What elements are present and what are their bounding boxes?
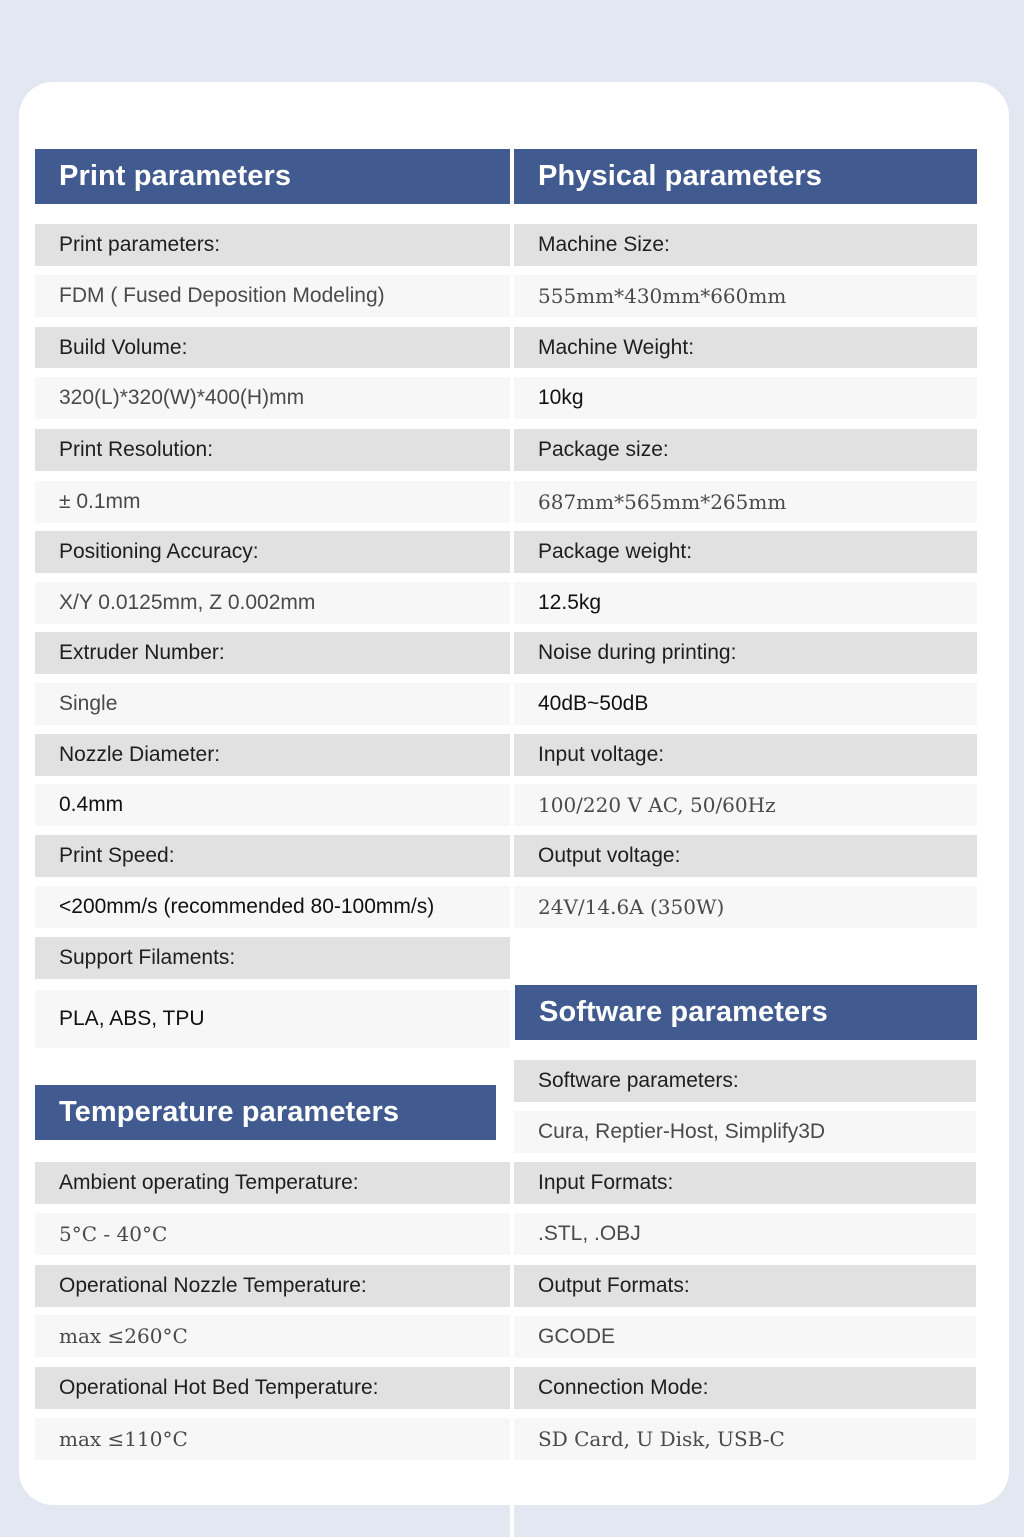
spec-value: X/Y 0.0125mm, Z 0.002mm: [59, 591, 316, 614]
spec-value: max ≤260°C: [59, 1324, 188, 1348]
spec-value-row: [514, 1111, 976, 1153]
spec-label-row: [514, 1060, 976, 1102]
spec-value: Single: [59, 692, 118, 715]
spec-label: Nozzle Diameter:: [59, 743, 221, 766]
spec-value-row: [514, 683, 977, 725]
spec-value-row: [35, 582, 510, 624]
spec-label-row: [514, 734, 977, 776]
spec-label: Input voltage:: [538, 743, 665, 766]
spec-label: Package size:: [538, 438, 669, 461]
software-parameters-header: [515, 985, 977, 1040]
section-title: Temperature parameters: [59, 1096, 400, 1128]
spec-value-row: [514, 582, 977, 624]
spec-label: Operational Nozzle Temperature:: [59, 1274, 367, 1297]
spec-value: .STL, .OBJ: [538, 1222, 641, 1245]
spec-value: 687mm*565mm*265mm: [538, 490, 787, 514]
spec-label: Build Volume:: [59, 335, 188, 359]
spec-value: 12.5kg: [538, 591, 602, 614]
spec-value: 40dB~50dB: [538, 692, 649, 715]
spec-value: 320(L)*320(W)*400(H)mm: [59, 386, 305, 409]
spec-value: ± 0.1mm: [59, 490, 141, 513]
spec-value-row: [514, 481, 977, 523]
spec-label: Extruder Number:: [59, 641, 225, 664]
spec-label-row: [514, 1162, 976, 1204]
temperature-parameters-header: [35, 1085, 496, 1140]
spec-value: SD Card, U Disk, USB-C: [538, 1427, 785, 1451]
spec-label-row: [35, 327, 510, 368]
spec-label: Output Formats:: [538, 1274, 690, 1297]
spec-value-row: [514, 275, 977, 317]
section-title: Software parameters: [539, 996, 828, 1028]
spec-value-row: [35, 1418, 510, 1460]
spec-value-row: [35, 481, 510, 523]
spec-value: FDM ( Fused Deposition Modeling): [59, 284, 385, 307]
spec-label-row: [514, 429, 977, 471]
spec-label: Software parameters:: [538, 1069, 739, 1092]
spec-value-row: [35, 1315, 510, 1357]
spec-value: max ≤110°C: [59, 1427, 188, 1451]
spec-label-row: [514, 531, 977, 573]
spec-label-row: [35, 1367, 510, 1409]
spec-value-row: [35, 990, 510, 1048]
spec-value-row: [35, 377, 510, 419]
spec-label: Package weight:: [538, 540, 693, 563]
spec-value: 0.4mm: [59, 793, 124, 816]
spec-value-row: [514, 377, 977, 419]
physical-parameters-header: [514, 149, 977, 204]
section-title: Print parameters: [59, 160, 292, 192]
spec-value: 5°C - 40°C: [59, 1222, 168, 1246]
spec-label: Print Resolution:: [59, 438, 214, 461]
spec-label: Output voltage:: [538, 844, 681, 867]
spec-value: <200mm/s (recommended 80-100mm/s): [59, 895, 435, 918]
spec-label-row: [35, 224, 510, 266]
spec-value: Cura, Reptier-Host, Simplify3D: [538, 1120, 826, 1143]
spec-label: Support Filaments:: [59, 946, 236, 969]
spec-label-row: [514, 327, 977, 368]
spec-label: Print parameters:: [59, 233, 221, 256]
spec-value-row: [514, 1316, 976, 1358]
spec-value-row: [514, 1213, 976, 1255]
spec-label-row: [35, 835, 510, 877]
spec-label: Ambient operating Temperature:: [59, 1171, 359, 1194]
spec-label: Noise during printing:: [538, 641, 737, 664]
spec-label-row: [35, 429, 510, 471]
spec-label: Print Speed:: [59, 844, 175, 867]
print-parameters-header: [35, 149, 510, 204]
spec-value: 100/220 V AC, 50/60Hz: [538, 793, 776, 817]
section-title: Physical parameters: [538, 160, 823, 192]
spec-value-row: [514, 1418, 976, 1460]
spec-label: Input Formats:: [538, 1171, 674, 1194]
column-divider: [510, 1505, 514, 1537]
spec-value-row: [35, 275, 510, 317]
spec-value: GCODE: [538, 1325, 616, 1348]
spec-label-row: [35, 734, 510, 776]
spec-value: 10kg: [538, 386, 584, 409]
spec-label: Operational Hot Bed Temperature:: [59, 1376, 379, 1399]
spec-label-row: [514, 835, 977, 877]
spec-label-row: [514, 632, 977, 674]
spec-value-row: [35, 683, 510, 725]
spec-label: Machine Size:: [538, 233, 670, 256]
spec-label-row: [35, 531, 510, 573]
spec-value: 555mm*430mm*660mm: [538, 284, 787, 308]
spec-label-row: [514, 1367, 976, 1409]
spec-label-row: [35, 1162, 510, 1204]
spec-label-row: [514, 1265, 976, 1307]
spec-label-row: [35, 937, 510, 979]
spec-value-row: [35, 784, 510, 826]
spec-label-row: [35, 1265, 510, 1307]
spec-label: Machine Weight:: [538, 335, 695, 359]
spec-label-row: [514, 224, 977, 266]
spec-value-row: [35, 1213, 510, 1255]
spec-label: Connection Mode:: [538, 1376, 709, 1399]
spec-value: PLA, ABS, TPU: [59, 1007, 205, 1030]
spec-value-row: [514, 886, 977, 928]
spec-label: Positioning Accuracy:: [59, 540, 259, 563]
spec-label-row: [35, 632, 510, 674]
spec-value: 24V/14.6A (350W): [538, 895, 725, 919]
spec-value-row: [35, 886, 510, 928]
spec-value-row: [514, 784, 977, 826]
